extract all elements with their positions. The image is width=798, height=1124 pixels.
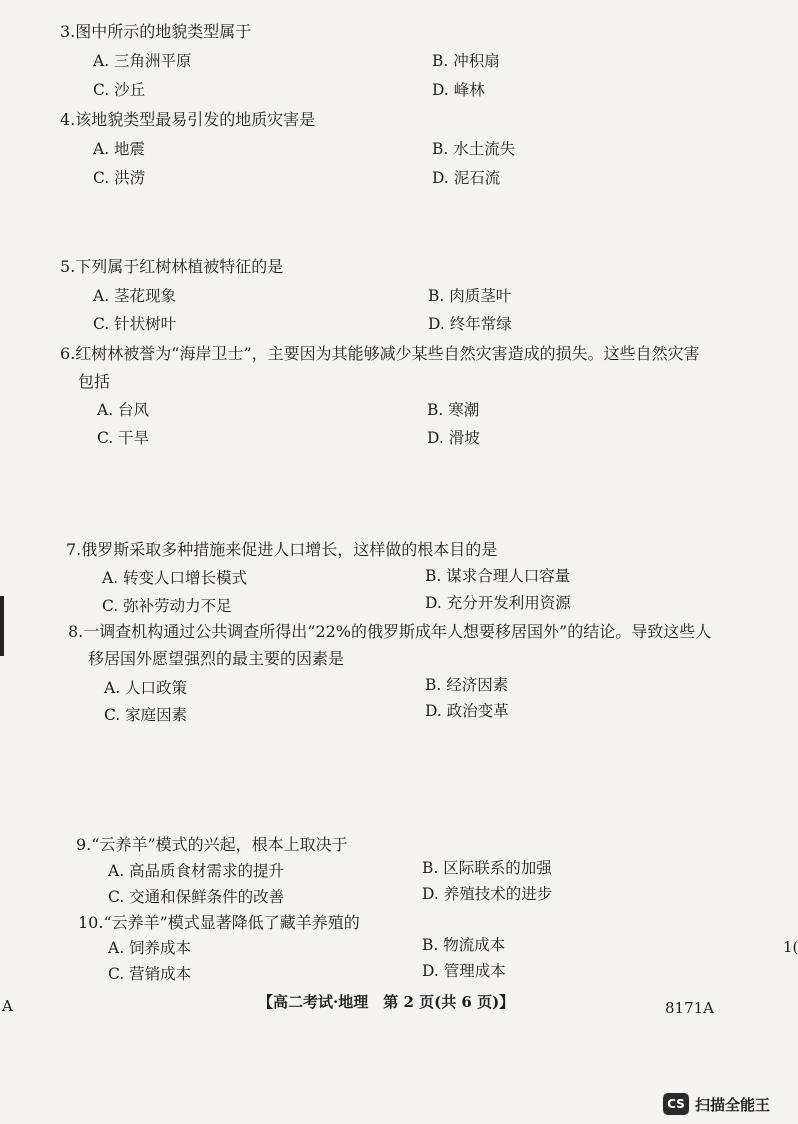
footer-exam-code: 8171A [665, 999, 715, 1017]
question-6-stem-line-1: 6.红树林被誉为“海岸卫士”，主要因为其能够减少某些自然灾害造成的损失。这些自然灾害 [60, 344, 700, 363]
question-6-option-b: B. 寒潮 [427, 401, 480, 419]
question-8-stem-line-1: 8.一调查机构通过公共调查所得出“22%的俄罗斯成年人想要移居国外”的结论。导致这些人 [68, 622, 712, 641]
question-8-option-d: D. 政治变革 [425, 702, 509, 720]
footer-page-info: 【高二考试·地理 第 2 页(共 6 页)】 [258, 993, 515, 1011]
question-9-stem: 9.“云养羊”模式的兴起，根本上取决于 [76, 835, 348, 854]
question-8-stem-line-2: 移居国外愿望强烈的最主要的因素是 [88, 649, 345, 668]
question-4-option-b: B. 水土流失 [432, 140, 516, 158]
question-8-option-c: C. 家庭因素 [104, 706, 188, 724]
question-3-option-b: B. 冲积扇 [432, 52, 500, 70]
question-5-stem: 5.下列属于红树林植被特征的是 [60, 257, 284, 276]
camscanner-logo-icon: CS [663, 1093, 689, 1115]
question-10-option-a: A. 饲养成本 [108, 939, 192, 957]
question-4-stem: 4.该地貌类型最易引发的地质灾害是 [60, 110, 316, 129]
question-5-option-c: C. 针状树叶 [93, 315, 177, 333]
camscanner-brand-name: 扫描全能王 [694, 1095, 770, 1114]
scanner-watermark [663, 1093, 770, 1115]
question-5-option-d: D. 终年常绿 [428, 315, 512, 333]
question-3-option-a: A. 三角洲平原 [93, 52, 192, 70]
question-5-option-b: B. 肉质茎叶 [428, 287, 512, 305]
question-10-option-c: C. 营销成本 [108, 965, 192, 983]
question-9-option-b: B. 区际联系的加强 [422, 859, 552, 877]
question-3-stem: 3.图中所示的地貌类型属于 [60, 22, 252, 41]
question-8-option-b: B. 经济因素 [425, 676, 509, 694]
question-7-option-d: D. 充分开发利用资源 [425, 594, 571, 612]
question-6-option-a: A. 台风 [97, 401, 150, 419]
question-7-stem: 7.俄罗斯采取多种措施来促进人口增长，这样做的根本目的是 [66, 540, 498, 559]
question-9-option-c: C. 交通和保鲜条件的改善 [108, 888, 285, 906]
footer-left-mark: A [2, 997, 13, 1015]
question-7-option-b: B. 谋求合理人口容量 [425, 567, 571, 585]
question-7-option-a: A. 转变人口增长模式 [102, 569, 248, 587]
question-3-option-c: C. 沙丘 [93, 81, 146, 99]
question-6-option-d: D. 滑坡 [427, 429, 480, 447]
question-4-option-d: D. 泥石流 [432, 169, 501, 187]
question-10-stem: 10.“云养羊”模式显著降低了藏羊养殖的 [78, 913, 360, 932]
scan-edge-mark [0, 596, 4, 656]
question-6-option-c: C. 干旱 [97, 429, 150, 447]
question-7-option-c: C. 弥补劳动力不足 [102, 597, 232, 615]
page-edge-number: 1( [783, 938, 798, 956]
question-4-option-c: C. 洪涝 [93, 169, 146, 187]
question-9-option-d: D. 养殖技术的进步 [422, 885, 553, 903]
question-3-option-d: D. 峰林 [432, 81, 485, 99]
question-8-option-a: A. 人口政策 [104, 679, 188, 697]
question-4-option-a: A. 地震 [93, 140, 146, 158]
question-9-option-a: A. 高品质食材需求的提升 [108, 862, 285, 880]
question-10-option-b: B. 物流成本 [422, 936, 506, 954]
question-10-option-d: D. 管理成本 [422, 962, 506, 980]
question-6-stem-line-2: 包括 [78, 372, 111, 391]
question-5-option-a: A. 茎花现象 [93, 287, 177, 305]
